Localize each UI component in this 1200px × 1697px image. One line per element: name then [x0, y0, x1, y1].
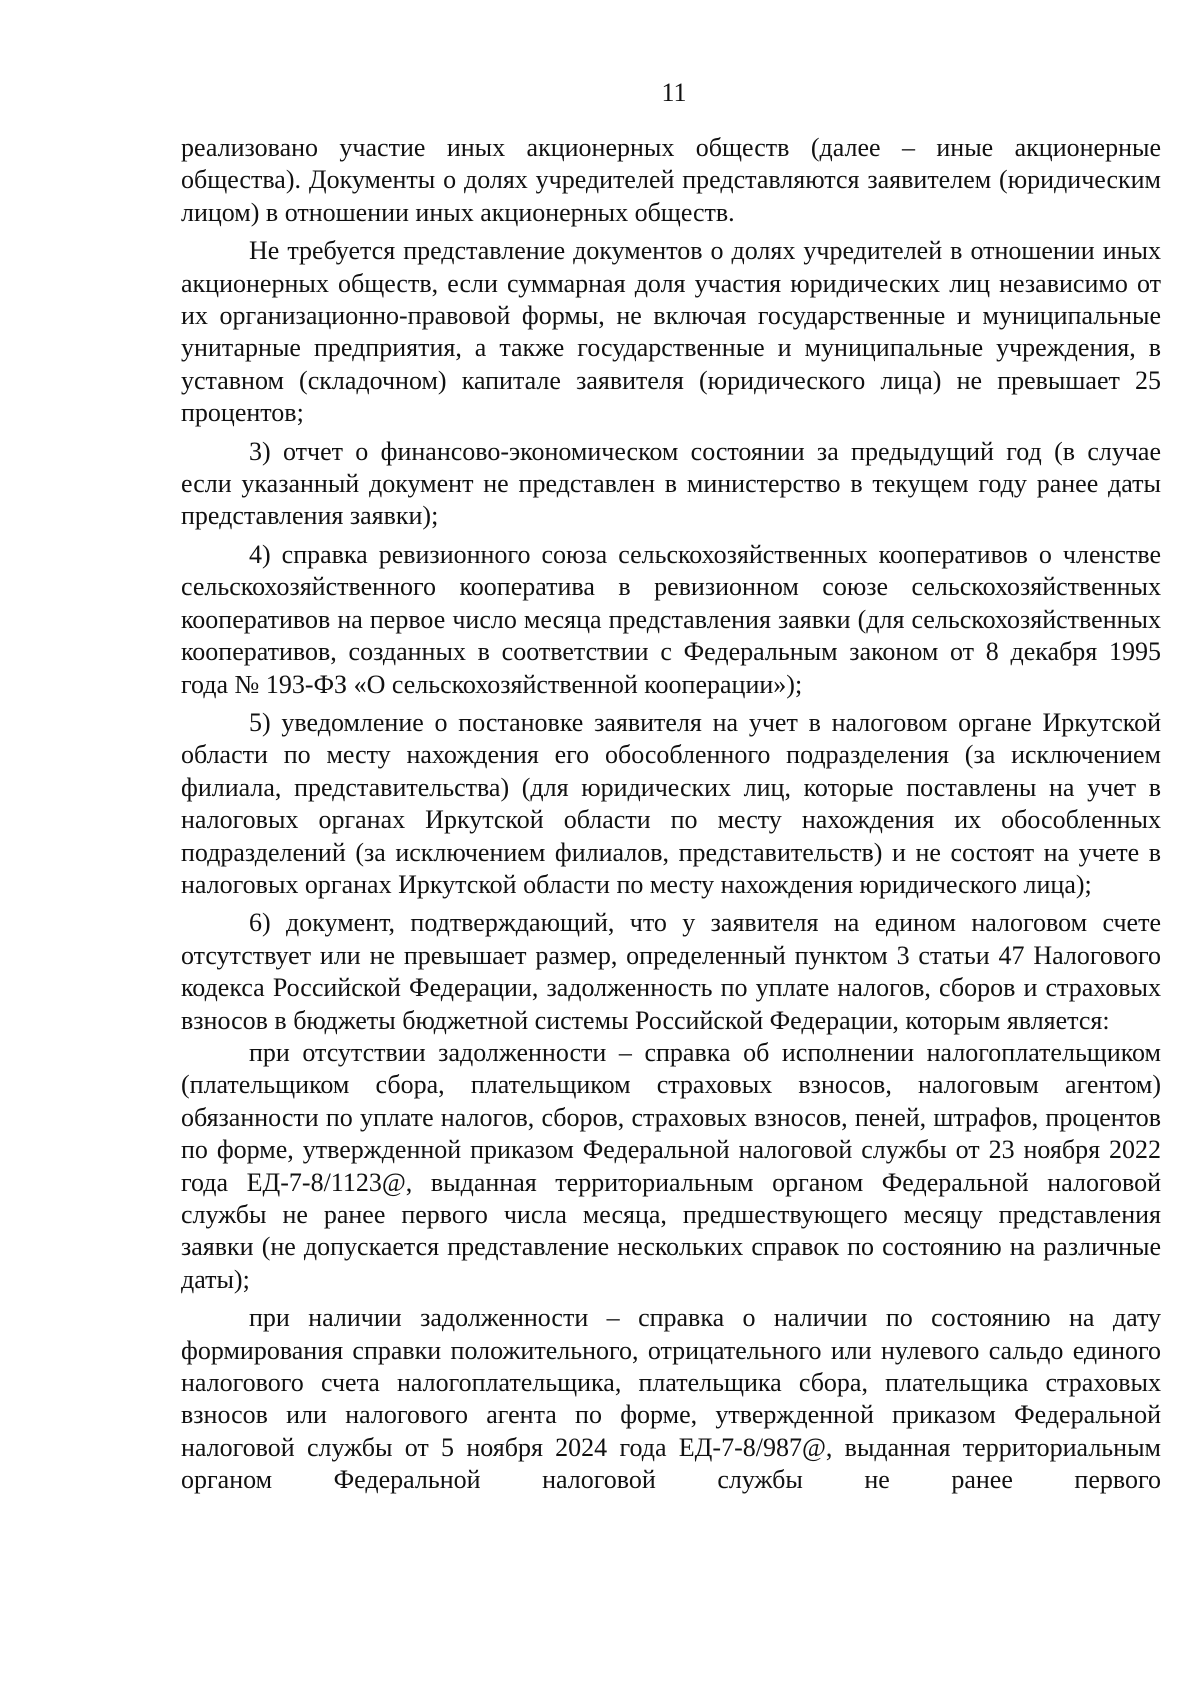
document-body	[181, 132, 1161, 1497]
paragraph-with-debt: при наличии задолженности – справка о наличии по состоянию на дату формирования справки положительного, отрицательного или нулевого сальдо единого налогового счета налогоплательщика, плательщика сбора, плательщика страховых взносов или налогового агента по форме, утвержденной приказом Федеральной налоговой службы от 5 ноября 2024 года ЕД-7-8/987@, выданная территориальным органом Федеральной налоговой службы не ранее первого	[181, 1303, 1161, 1495]
paragraph-shares-exemption: Не требуется представление документов о долях учредителей в отношении иных акционерных обществ, если суммарная доля участия юридических лиц независимо от их организационно-правовой формы, не включая государственные и муниципальные унитарные предприятия, а также государственные и муниципальные учреждения, в уставном (складочном) капитале заявителя (юридического лица) не превышает 25 процентов;	[181, 236, 1161, 428]
paragraph-no-debt: при отсутствии задолженности – справка об исполнении налогоплательщиком (плательщиком сбора, плательщиком страховых взносов, налоговым агентом) обязанности по уплате налогов, сборов, страховых взносов, пеней, штрафов, процентов по форме, утвержденной приказом Федеральной налоговой службы от 23 ноября 2022 года ЕД-7-8/1123@, выданная территориальным органом Федеральной налоговой службы не ранее первого числа месяца, предшествующего месяцу представления заявки (не допускается представление нескольких справок по состоянию на различные даты);	[181, 1037, 1161, 1294]
paragraph-item-5: 5) уведомление о постановке заявителя на учет в налоговом органе Иркутской области по месту нахождения его обособленного подразделения (за исключением филиала, представительства) (для юридических лиц, которые поставлены на учет в налоговых органах Иркутской области по месту нахождения их обособленных подразделений (за исключением филиалов, представительств) и не состоят на учете в налоговых органах Иркутской области по месту нахождения юридического лица);	[181, 707, 1161, 899]
paragraph-item-6: 6) документ, подтверждающий, что у заявителя на едином налоговом счете отсутствует или не превышает размер, определенный пунктом 3 статьи 47 Налогового кодекса Российской Федерации, задолженность по уплате налогов, сборов и страховых взносов в бюджеты бюджетной системы Российской Федерации, которым является:	[181, 908, 1161, 1035]
paragraph-item-3: 3) отчет о финансово-экономическом состоянии за предыдущий год (в случае если указанный документ не представлен в министерство в текущем году ранее даты представления заявки);	[181, 436, 1161, 531]
page-number: 11	[661, 78, 687, 107]
paragraph-continuation: реализовано участие иных акционерных обществ (далее – иные акционерные общества). Документы о долях учредителей представляются заявителем (юридическим лицом) в отношении иных акционерных обществ.	[181, 133, 1161, 227]
paragraph-item-4: 4) справка ревизионного союза сельскохозяйственных кооперативов о членстве сельскохозяйственного кооператива в ревизионном союзе сельскохозяйственных кооперативов на первое число месяца представления заявки (для сельскохозяйственных кооперативов, созданных в соответствии с Федеральным законом от 8 декабря 1995 года № 193-ФЗ «О сельскохозяйственной кооперации»);	[181, 539, 1161, 699]
